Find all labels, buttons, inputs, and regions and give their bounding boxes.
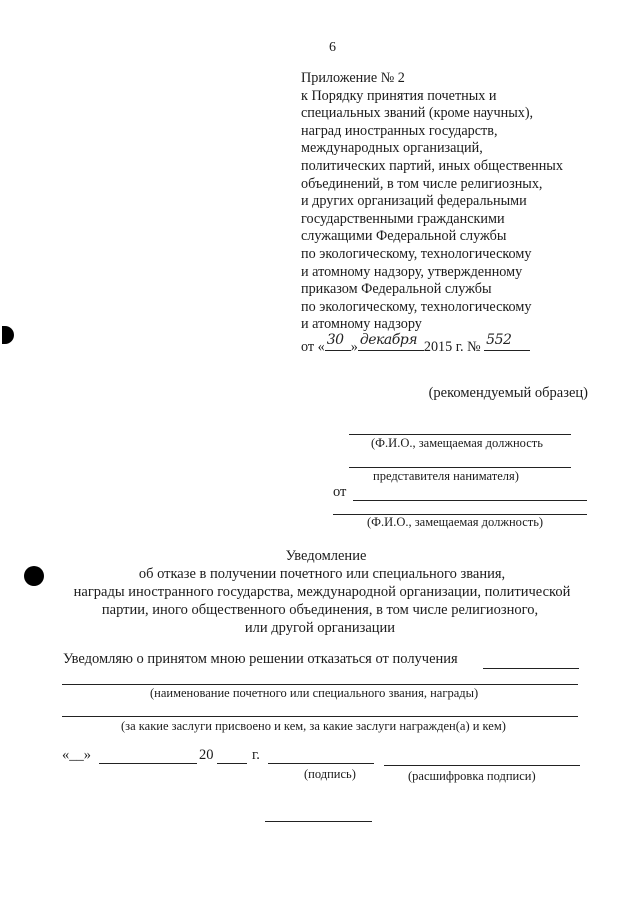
order-number-handwritten: 552 bbox=[486, 331, 512, 348]
notice-subtitle-line: об отказе в получении почетного или специального звания, bbox=[138, 566, 506, 582]
date-prefix: от « bbox=[301, 338, 325, 355]
bottom-separator bbox=[265, 821, 372, 822]
appendix-line: по экологическому, технологическому bbox=[301, 298, 532, 315]
date-year: 2015 г. № bbox=[423, 338, 481, 355]
date-day-open: «__» bbox=[62, 747, 91, 763]
recommended-sample-note: (рекомендуемый образец) bbox=[428, 385, 588, 401]
addressee-line-1 bbox=[349, 434, 571, 435]
notice-heading bbox=[0, 547, 640, 637]
addressee-caption-2: представителя нанимателя) bbox=[373, 469, 519, 483]
merit-caption: (за какие заслуги присвоено и кем, за какие заслуги награжден(а) и кем) bbox=[121, 719, 506, 733]
notice-subtitle-line: награды иностранного государства, международной организации, политической bbox=[73, 584, 571, 600]
appendix-line: объединений, в том числе религиозных, bbox=[301, 175, 543, 192]
appendix-line: наград иностранных государств, bbox=[301, 122, 498, 139]
appendix-line: служащими Федеральной службы bbox=[301, 228, 507, 245]
signature-decoding-caption: (расшифровка подписи) bbox=[408, 769, 536, 783]
appendix-line: и атомному надзору bbox=[301, 316, 422, 333]
appendix-line: специальных званий (кроме научных), bbox=[301, 105, 534, 122]
date-month-handwritten: декабря bbox=[359, 331, 417, 348]
notice-subtitle-line: партии, иного общественного объединения, в том числе религиозного, bbox=[101, 602, 539, 618]
from-label: от bbox=[333, 484, 347, 500]
signature-caption: (подпись) bbox=[304, 767, 356, 781]
award-name-line-1 bbox=[483, 668, 579, 669]
merit-line bbox=[62, 716, 578, 717]
year-line bbox=[217, 763, 247, 764]
addressee-line-2 bbox=[349, 467, 571, 468]
appendix-header bbox=[301, 70, 563, 357]
appendix-line: международных организаций, bbox=[301, 140, 483, 157]
signature-decoding-line bbox=[384, 765, 580, 766]
award-name-caption: (наименование почетного или специального звания, награды) bbox=[150, 686, 479, 700]
appendix-line: Приложение № 2 bbox=[301, 70, 405, 86]
order-date-line bbox=[301, 331, 563, 357]
date-month-field bbox=[358, 331, 424, 351]
appendix-line: и атомному надзору, утвержденному bbox=[301, 263, 523, 280]
order-number-field bbox=[484, 331, 530, 351]
notice-subtitle-line: или другой организации bbox=[244, 620, 396, 636]
addressee-caption-3: (Ф.И.О., замещаемая должность) bbox=[367, 515, 544, 529]
hole-punch-mark bbox=[2, 326, 14, 344]
date-mid: » bbox=[350, 338, 358, 355]
addressee-caption-1: (Ф.И.О., замещаемая должность bbox=[371, 436, 543, 450]
appendix-line: государственными гражданскими bbox=[301, 210, 505, 227]
year-prefix: 20 bbox=[199, 747, 214, 763]
appendix-line: политических партий, иных общественных bbox=[301, 157, 563, 174]
award-name-line-2 bbox=[62, 684, 578, 685]
appendix-line: и других организаций федеральными bbox=[301, 193, 527, 210]
from-line bbox=[353, 500, 587, 501]
date-day-field bbox=[325, 331, 351, 351]
signature-line bbox=[268, 763, 374, 764]
statement-text: Уведомляю о принятом мною решении отказаться от получения bbox=[63, 651, 458, 667]
page-number: 6 bbox=[329, 40, 336, 55]
appendix-line: по экологическому, технологическому bbox=[301, 245, 532, 262]
notice-title: Уведомление bbox=[285, 548, 367, 564]
appendix-line: к Порядку принятия почетных и bbox=[301, 87, 497, 104]
appendix-line: приказом Федеральной службы bbox=[301, 281, 492, 298]
date-day-handwritten: 30 bbox=[326, 331, 344, 348]
date-month-line bbox=[99, 763, 197, 764]
year-suffix: г. bbox=[252, 747, 260, 763]
